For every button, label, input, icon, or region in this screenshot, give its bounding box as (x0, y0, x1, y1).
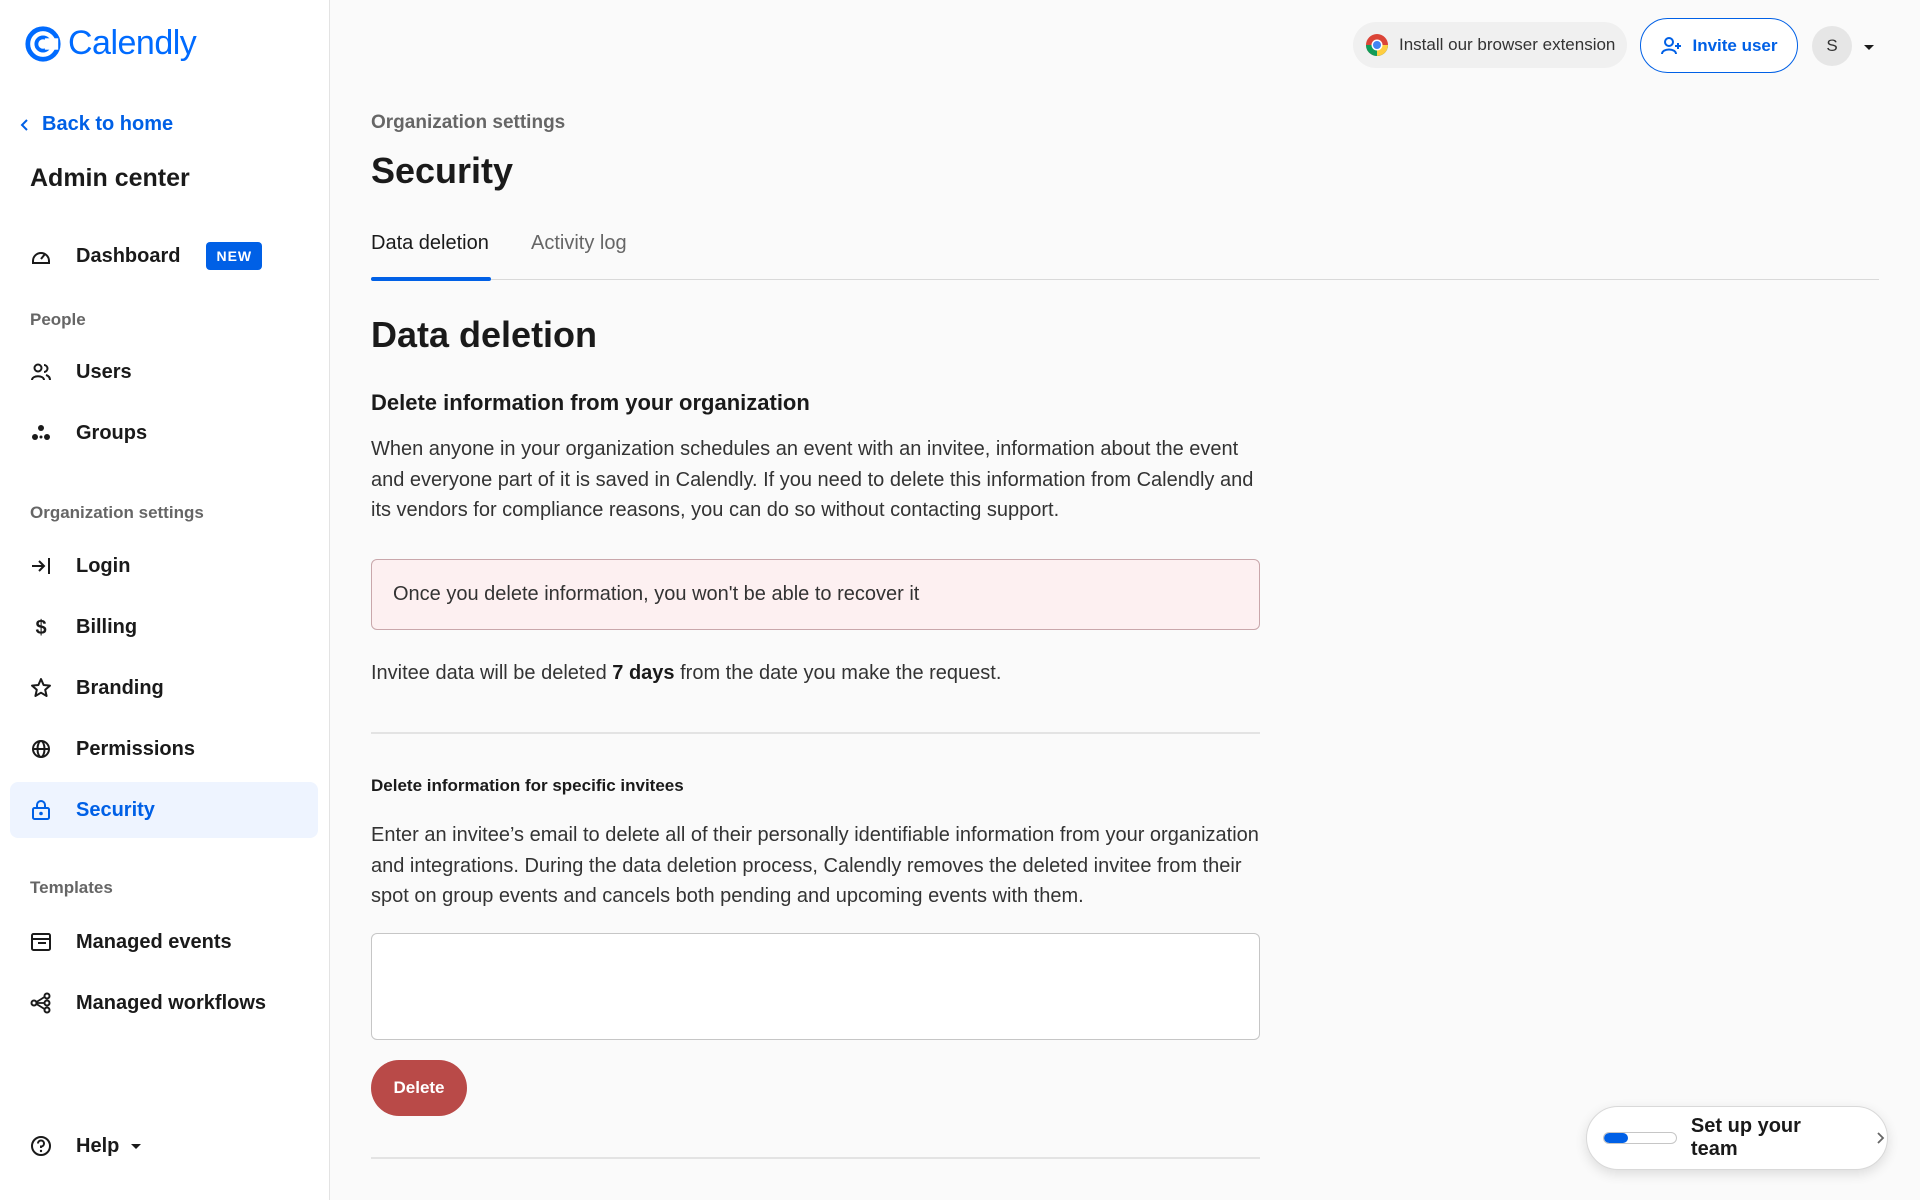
retention-days: 7 days (612, 662, 675, 684)
retention-info (371, 662, 1001, 685)
invite-user-button[interactable] (1640, 18, 1798, 73)
help-label-wrap (76, 1135, 143, 1158)
gauge-icon (30, 245, 52, 267)
sidebar-item-label: Groups (76, 421, 148, 444)
chevron-right-icon (1873, 1131, 1887, 1145)
help-menu[interactable] (10, 1118, 318, 1174)
sidebar-item-label: Billing (76, 615, 138, 638)
setup-team-label: Set up your team (1690, 1115, 1801, 1160)
divider (371, 1157, 1260, 1159)
sidebar-item-label: Managed events (76, 930, 232, 953)
tab-data-deletion[interactable] (371, 232, 489, 255)
back-link-label: Back to home (42, 113, 174, 135)
tab-label: Data deletion (371, 232, 489, 254)
sidebar-item-label: Security (76, 798, 155, 821)
sidebar (0, 0, 330, 1200)
invite-user-label: Invite user (1692, 35, 1778, 55)
page-title: Security (371, 150, 514, 191)
section-label-org-settings: Organization settings (30, 503, 204, 522)
star-icon (30, 677, 52, 699)
users-icon (30, 361, 52, 383)
section-label-people: People (30, 310, 86, 329)
help-icon (30, 1135, 52, 1157)
workflow-icon (30, 992, 52, 1014)
sidebar-item-security[interactable] (10, 782, 318, 838)
sidebar-item-label: Dashboard (76, 244, 181, 267)
sidebar-item-users[interactable] (10, 344, 318, 400)
caret-down-icon[interactable] (1862, 40, 1876, 54)
help-label: Help (76, 1134, 120, 1157)
sidebar-item-label: Branding (76, 676, 164, 699)
sidebar-item-billing[interactable] (10, 599, 318, 655)
svg-text:$: $ (35, 617, 47, 638)
sidebar-item-dashboard[interactable] (10, 228, 318, 284)
chevron-left-icon (18, 118, 32, 132)
org-deletion-heading: Delete information from your organization (371, 390, 810, 415)
new-badge: NEW (206, 242, 262, 270)
warning-banner (371, 559, 1260, 630)
section-title: Data deletion (371, 314, 598, 355)
sidebar-item-label: Managed workflows (76, 991, 267, 1014)
admin-center-title: Admin center (30, 164, 190, 192)
tab-bar (371, 228, 1879, 280)
sidebar-item-label: Login (76, 554, 131, 577)
breadcrumb: Organization settings (371, 112, 566, 133)
sidebar-item-branding[interactable] (10, 660, 318, 716)
sidebar-item-label: Permissions (76, 737, 195, 760)
sidebar-item-managed-workflows[interactable] (10, 975, 318, 1031)
org-deletion-description: When anyone in your organization schedules an event with an invitee, information about the event and everyone part of it is saved in Calendly. If you need to delete this information from Calendly and its vendors for compliance reasons, you can do so without contacting support. (371, 438, 1254, 521)
sidebar-item-managed-events[interactable] (10, 914, 318, 970)
sidebar-item-permissions[interactable] (10, 721, 318, 777)
sidebar-item-groups[interactable] (10, 405, 318, 461)
invitee-email-input[interactable] (371, 933, 1260, 1040)
section-label-templates: Templates (30, 878, 113, 897)
warning-text: Once you delete information, you won't be able to recover it (393, 583, 920, 605)
groups-icon (30, 422, 52, 444)
invitee-deletion-description: Enter an invitee’s email to delete all of their personally identifiable information from your organization and integrations. During the data deletion process, Calendly removes the deleted invitee from their spot on group events and cancels both pending and upcoming events with them. (371, 824, 1259, 907)
calendly-logo-icon (24, 25, 62, 63)
back-to-home-link[interactable] (18, 113, 173, 136)
calendly-logo[interactable] (24, 24, 196, 63)
setup-progress-fill (1604, 1133, 1628, 1143)
sidebar-item-login[interactable] (10, 538, 318, 594)
globe-icon (30, 738, 52, 760)
setup-progress-bar (1603, 1132, 1677, 1144)
divider (371, 732, 1260, 734)
delete-button[interactable]: Delete (371, 1060, 467, 1116)
login-icon (30, 555, 52, 577)
setup-team-button[interactable] (1586, 1106, 1888, 1170)
avatar[interactable]: S (1812, 26, 1852, 66)
logo-wordmark: Calendly (68, 24, 197, 62)
calendar-icon (30, 931, 52, 953)
invitee-deletion-heading: Delete information for specific invitees (371, 776, 684, 795)
extension-label: Install our browser extension (1399, 35, 1616, 54)
dollar-icon (30, 616, 52, 638)
add-user-icon (1660, 35, 1682, 57)
tab-label: Activity log (531, 232, 627, 254)
caret-down-icon (129, 1139, 143, 1153)
active-tab-indicator (371, 277, 491, 281)
sidebar-item-label: Users (76, 360, 132, 383)
lock-icon (30, 799, 52, 821)
tab-activity-log[interactable] (531, 232, 627, 255)
retention-suffix: from the date you make the request. (674, 662, 1002, 684)
retention-prefix: Invitee data will be deleted (371, 662, 613, 684)
install-extension-button[interactable] (1353, 22, 1627, 68)
chrome-icon (1365, 33, 1389, 57)
